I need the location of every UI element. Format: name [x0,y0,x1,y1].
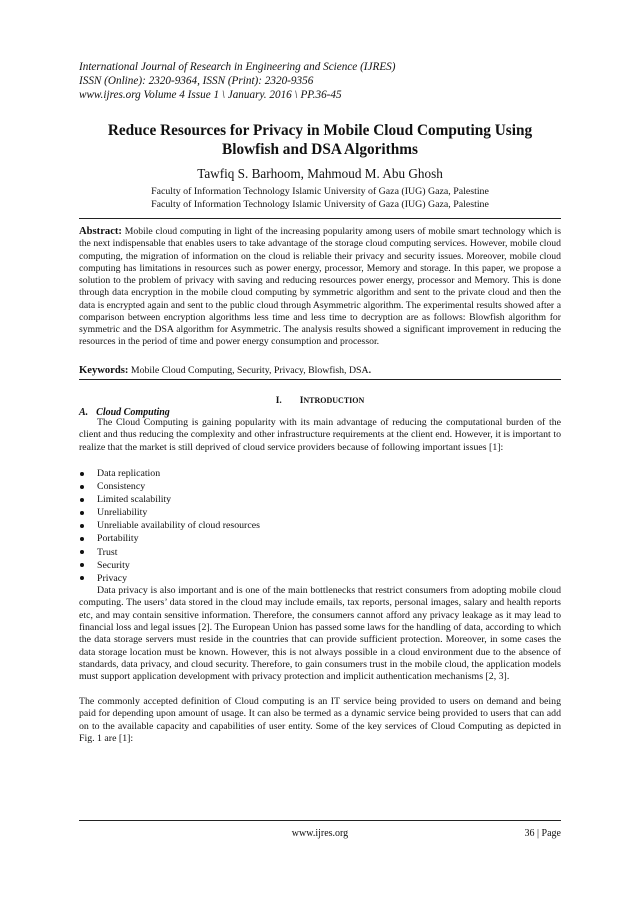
list-item: Consistency [79,480,561,493]
paragraph-2: Data privacy is also important and is one of the main bottlenecks that restrict consumers from adopting mobile cloud computing. The users’ data stored in the cloud may include emails, tax reports, personal images, salary and health reports etc, and may contain sensitive information. Therefore, the consumers cannot afford any privacy leakage as it may lead to financial loss and legal issues [2]. The European Union has passed some laws for the handling of data, according to which the data storage servers must reside in the countries that can provide sufficient protection. Moreover, in some cases the data storage location must be known. However, this is not always possible in a cloud environment due to the absence of standards, data privacy, and cloud security. Therefore, to gain consumers trust in the mobile cloud, the application models must support application development with privacy protection and implicit authentication mechanisms [2, 3]. [79,585,561,683]
subsection-title: Cloud Computing [96,407,170,418]
bullet-icon [80,472,84,476]
list-item: Limited scalability [79,493,561,506]
bullet-icon [80,498,84,502]
bullet-icon [80,563,84,567]
section-title-initial: I [299,396,304,406]
keywords [79,365,561,377]
footer-divider [79,820,561,821]
affiliation-2: Faculty of Information Technology Islamic University of Gaza (IUG) Gaza, Palestine [151,199,489,210]
paragraph-1: The Cloud Computing is gaining popularity with its main advantage of reducing the computational burden of the client and thus reducing the complexity and other infrastructure requirements at the client end. However, it is important to realize that the market is still deprived of cloud service providers because of following important issues [1]: [79,417,561,453]
journal-volume: www.ijres.org Volume 4 Issue 1 \ January. 2016 \ PP.36-45 [79,89,342,101]
list-item: Privacy [79,572,561,585]
abstract [79,226,561,349]
bullet-icon [80,524,84,528]
bullet-icon [80,485,84,489]
paper-title-line-2: Blowfish and DSA Algorithms [222,140,418,158]
keywords-text: Mobile Cloud Computing, Security, Privacy, Blowfish, DSA [130,365,369,376]
subsection-letter: A. [79,407,89,418]
bullet-icon [80,576,84,580]
list-item: Data replication [79,467,561,480]
list-item: Portability [79,532,561,545]
affiliation-1: Faculty of Information Technology Islamic University of Gaza (IUG) Gaza, Palestine [151,186,489,197]
paper-authors: Tawfiq S. Barhoom, Mahmoud M. Abu Ghosh [197,166,443,181]
footer-page-number: 36 | Page [524,828,561,839]
footer-website: www.ijres.org [291,828,349,839]
list-item: Trust [79,546,561,559]
section-number: I. [275,396,282,406]
section-heading [79,396,561,406]
paper-title [79,122,561,159]
list-item: Unreliable availability of cloud resources [79,519,561,532]
bullet-icon [80,537,84,541]
keywords-end: . [368,365,372,376]
journal-header [79,60,561,102]
paper-title-line-1: Reduce Resources for Privacy in Mobile Cloud Computing Using [107,122,533,139]
list-item: Security [79,559,561,572]
bullet-icon [80,550,84,554]
journal-name: International Journal of Research in Engineering and Science (IJRES) [79,61,396,73]
bullet-icon [80,511,84,515]
journal-issn: ISSN (Online): 2320-9364, ISSN (Print): 2320-9356 [79,75,314,87]
abstract-label: Abstract: [79,226,122,237]
keywords-label: Keywords: [79,365,129,376]
abstract-top-divider [79,218,561,219]
paragraph-3: The commonly accepted definition of Cloud computing is an IT service being provided to users on demand and being paid for depending upon amount of usage. It can also be termed as a dynamic service being provided to users that can add on to the available capacity and capabilities of user entity. Some of the key services of Cloud Computing as depicted in Fig. 1 are [1]: [79,696,561,745]
list-item: Unreliability [79,506,561,519]
issues-list [79,467,561,585]
section-title-rest: NTRODUCTION [303,396,365,405]
abstract-text: Mobile cloud computing in light of the increasing popularity among users of mobile smart technology which is the next indispensable that enables users to take advantage of the storage cloud computing services. However, mobile cloud computing, the migration of information on the cloud is reliable their privacy and security issues. Moreover, mobile cloud computing has limitations in resources such as power energy, processor, Memory and storage. In this paper, we propose a solution to the problem of privacy with saving and reducing resources power energy, processor and Memory. This is done through data encryption in the mobile cloud computing by symmetric algorithm and sent to the private cloud and then the data is encrypted again and sent to the public cloud through Asymmetric algorithm. The experimental results showed after a comparison between encryption algorithms less time and less time to decryption are as follows: Blowfish algorithm for symmetric and the DSA algorithm for Asymmetric. The analysis results showed a significant improvement in reducing the resources in the period of time and power energy consumption and processor. [79,226,562,348]
abstract-bottom-divider [79,379,561,380]
